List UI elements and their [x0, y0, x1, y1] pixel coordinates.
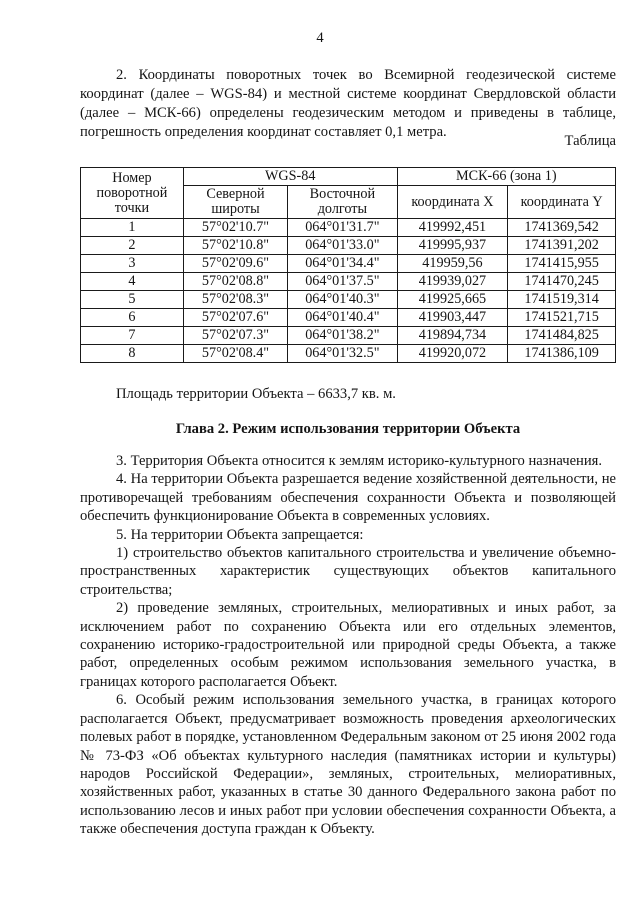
- table-label: Таблица: [564, 133, 616, 149]
- cell-point: 8: [81, 345, 184, 363]
- cell-latitude: 57°02'10.7": [183, 219, 287, 237]
- cell-longitude: 064°01'31.7": [288, 219, 397, 237]
- cell-latitude: 57°02'10.8": [183, 237, 287, 255]
- cell-longitude: 064°01'33.0": [288, 237, 397, 255]
- section-2-text: 2. Координаты поворотных точек во Всемирной геодезической системе координат (далее – WGS-84) и местной системе координат Свердловской области (далее – МСК-66) определены геодезическим методом и приведены в таблице, погрешность определения координат составляет 0,1 метра.: [80, 67, 616, 140]
- cell-y: 1741519,314: [508, 291, 616, 309]
- cell-latitude: 57°02'07.6": [183, 309, 287, 327]
- coordinates-table: [80, 167, 616, 363]
- chapter-title: Глава 2. Режим использования территории Объекта: [175, 421, 521, 437]
- cell-x: 419925,665: [397, 291, 508, 309]
- cell-y: 1741369,542: [508, 219, 616, 237]
- cell-longitude: 064°01'34.4": [288, 255, 397, 273]
- cell-point: 5: [81, 291, 184, 309]
- cell-point: 3: [81, 255, 184, 273]
- cell-y: 1741484,825: [508, 327, 616, 345]
- table-row: [81, 237, 616, 255]
- cell-y: 1741521,715: [508, 309, 616, 327]
- header-wgs84: WGS-84: [183, 168, 397, 186]
- table-row: [81, 327, 616, 345]
- paragraph-5: 5. На территории Объекта запрещается:: [116, 526, 364, 543]
- cell-latitude: 57°02'08.8": [183, 273, 287, 291]
- table-row: [81, 309, 616, 327]
- cell-latitude: 57°02'08.3": [183, 291, 287, 309]
- header-longitude: Восточной долготы: [288, 186, 397, 219]
- cell-longitude: 064°01'32.5": [288, 345, 397, 363]
- cell-point: 4: [81, 273, 184, 291]
- paragraph-6: 6. Особый режим использования земельного участка, в границах которого располагается Объект, предусматривает возможность проведения археологических полевых работ в порядке, установленном Федеральным законом от 25 июня 2002 года № 73-ФЗ «Об объектах культурного наследия (памятниках истории и культуры) народов Российской Федерации», земляных, строительных, мелиоративных, хозяйственных работ, указанных в статье 30 данного Федерального закона работ по использованию лесов и иных работ при условии обеспечения сохранности Объекта, а также обеспечения доступа граждан к Объекту.: [80, 692, 616, 838]
- table-row: [81, 255, 616, 273]
- table-row: [81, 291, 616, 309]
- header-coord-y: координата Y: [508, 186, 616, 219]
- cell-y: 1741391,202: [508, 237, 616, 255]
- cell-x: 419939,027: [397, 273, 508, 291]
- cell-point: 1: [81, 219, 184, 237]
- paragraph-4: 4. На территории Объекта разрешается ведение хозяйственной деятельности, не противоречащей требованиям обеспечения сохранности Объекта и позволяющей обеспечить функционирование Объекта в современных условиях.: [80, 471, 616, 525]
- chapter-body: [80, 452, 616, 839]
- table-row: [81, 345, 616, 363]
- cell-point: 7: [81, 327, 184, 345]
- header-latitude: Северной широты: [183, 186, 287, 219]
- cell-latitude: 57°02'07.3": [183, 327, 287, 345]
- paragraph-3: 3. Территория Объекта относится к землям историко-культурного назначения.: [116, 453, 603, 469]
- cell-x: 419995,937: [397, 237, 508, 255]
- cell-longitude: 064°01'38.2": [288, 327, 397, 345]
- table-row: [81, 219, 616, 237]
- cell-x: 419992,451: [397, 219, 508, 237]
- cell-x: 419959,56: [397, 255, 508, 273]
- cell-longitude: 064°01'37.5": [288, 273, 397, 291]
- table-row: [81, 273, 616, 291]
- cell-latitude: 57°02'08.4": [183, 345, 287, 363]
- cell-x: 419920,072: [397, 345, 508, 363]
- header-point-number: Номер поворотной точки: [81, 168, 184, 219]
- cell-point: 6: [81, 309, 184, 327]
- header-coord-x: координата X: [397, 186, 508, 219]
- cell-y: 1741470,245: [508, 273, 616, 291]
- paragraph-5-item-1: 1) строительство объектов капитального строительства и увеличение объемно-пространственных характеристик существующих объектов капитального строительства;: [80, 545, 616, 598]
- cell-longitude: 064°01'40.3": [288, 291, 397, 309]
- cell-x: 419894,734: [397, 327, 508, 345]
- cell-longitude: 064°01'40.4": [288, 309, 397, 327]
- cell-x: 419903,447: [397, 309, 508, 327]
- area-statement: Площадь территории Объекта – 6633,7 кв. м.: [116, 386, 396, 402]
- cell-point: 2: [81, 237, 184, 255]
- header-msk66: МСК-66 (зона 1): [397, 168, 615, 186]
- cell-y: 1741386,109: [508, 345, 616, 363]
- page-number: 4: [316, 30, 324, 46]
- cell-y: 1741415,955: [508, 255, 616, 273]
- section-2: [80, 66, 616, 142]
- paragraph-5-item-2: 2) проведение земляных, строительных, мелиоративных и иных работ, за исключением работ по сохранению Объекта или его отдельных элементов, сохранению историко-градостроительной или природной среды Объекта, а также работ, определенных особым режимом использования земельного участка, в границах которого располагается Объект.: [80, 600, 616, 690]
- cell-latitude: 57°02'09.6": [183, 255, 287, 273]
